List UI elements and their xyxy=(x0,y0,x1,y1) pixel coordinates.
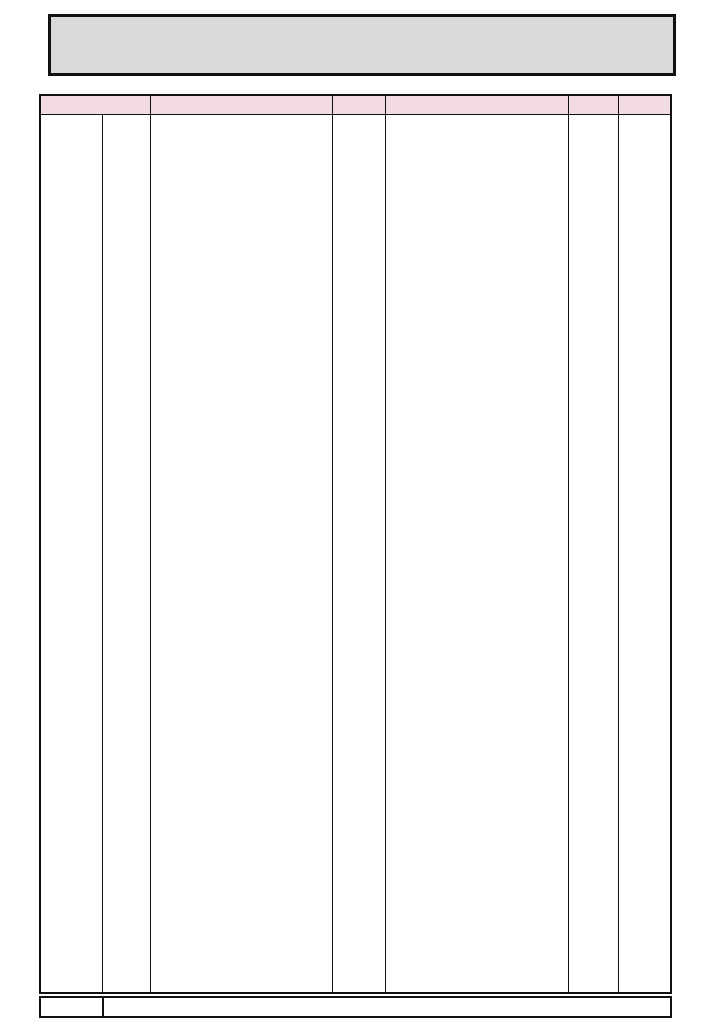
header-cell-time xyxy=(332,96,385,114)
close-row-empty-cell xyxy=(104,998,670,1016)
timetable-header-row xyxy=(41,96,670,115)
timetable xyxy=(39,94,672,994)
column-1f-lounge xyxy=(150,115,332,992)
header-cell-2f-main xyxy=(385,96,568,114)
timetable-body xyxy=(41,115,670,992)
header-cell-duration xyxy=(568,96,618,114)
header-cell-open-col xyxy=(41,96,150,114)
header-cell-1f-lounge xyxy=(150,96,332,114)
close-row xyxy=(39,996,672,1018)
column-spare xyxy=(618,115,670,992)
column-lounge-durations xyxy=(102,115,150,992)
column-time xyxy=(332,115,385,992)
column-open xyxy=(41,115,102,992)
column-2f-main xyxy=(385,115,568,992)
event-title-box xyxy=(48,14,676,76)
column-main-durations xyxy=(568,115,618,992)
close-label xyxy=(41,998,104,1016)
open-label xyxy=(41,144,102,163)
header-cell-spare xyxy=(618,96,670,114)
